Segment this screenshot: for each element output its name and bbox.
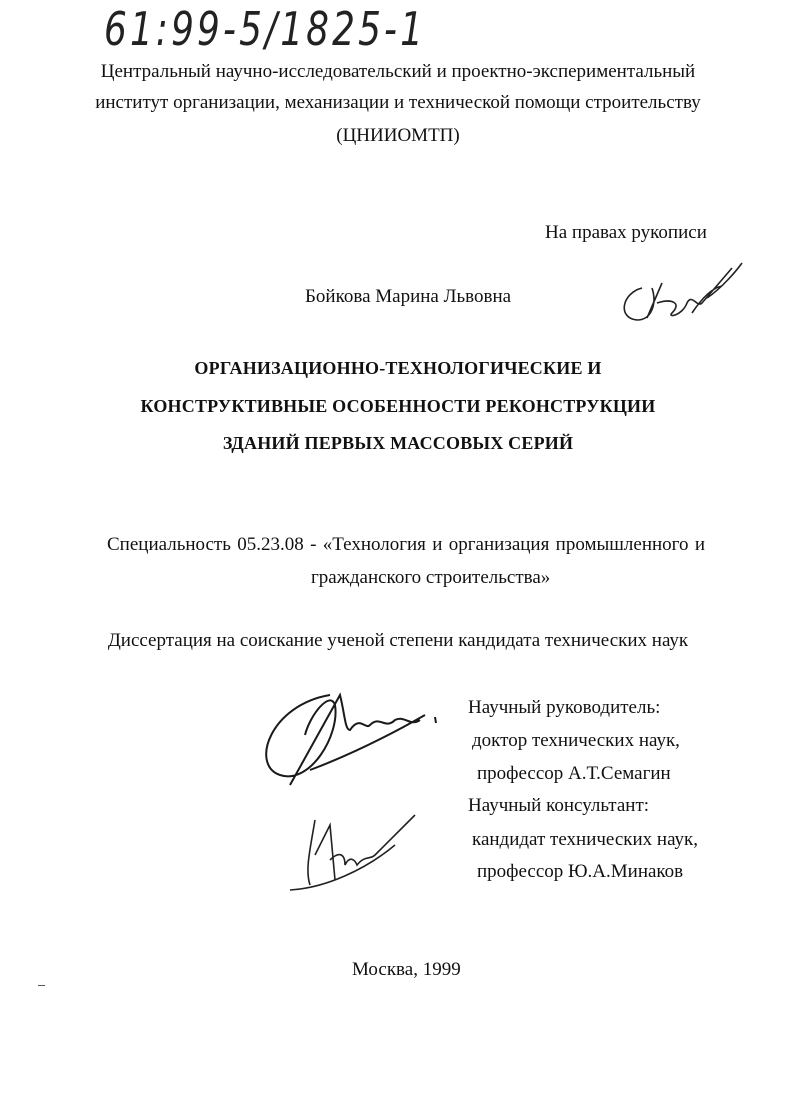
advisor-name: профессор А.Т.Семагин [477,763,671,784]
title-line-2: КОНСТРУКТИВНЫЕ ОСОБЕННОСТИ РЕКОНСТРУКЦИИ [140,396,656,416]
author-signature [612,258,747,330]
manuscript-note: На правах рукописи [545,222,707,243]
advisor-signature [250,675,450,795]
scan-mark [38,985,45,986]
consultant-degree: кандидат технических наук, [472,829,699,850]
specialty-line-1: Специальность 05.23.08 - «Технология и организация промышленного и [107,534,705,555]
institute-abbr: (ЦНИИОМТП) [336,125,460,146]
archive-number-handwritten: 61:99-5/1825-1 [104,2,427,56]
author-name: Бойкова Марина Львовна [305,286,512,307]
consultant-label: Научный консультант: [468,795,650,816]
title-line-1: ОРГАНИЗАЦИОННО-ТЕХНОЛОГИЧЕСКИЕ И [194,358,602,378]
specialty-line-2: гражданского строительства» [311,567,551,588]
title-line-3: ЗДАНИЙ ПЕРВЫХ МАССОВЫХ СЕРИЙ [222,433,574,453]
advisor-degree: доктор технических наук, [472,730,680,751]
advisor-label: Научный руководитель: [468,697,661,718]
consultant-signature [285,810,425,895]
city-year: Москва, 1999 [352,959,461,980]
consultant-name: профессор Ю.А.Минаков [477,861,684,882]
institute-line-1: Центральный научно-исследовательский и проектно-экспериментальный [100,61,696,82]
dissertation-degree: Диссертация на соискание ученой степени кандидата технических наук [107,630,689,651]
institute-line-2: институт организации, механизации и технической помощи строительству [95,92,701,113]
